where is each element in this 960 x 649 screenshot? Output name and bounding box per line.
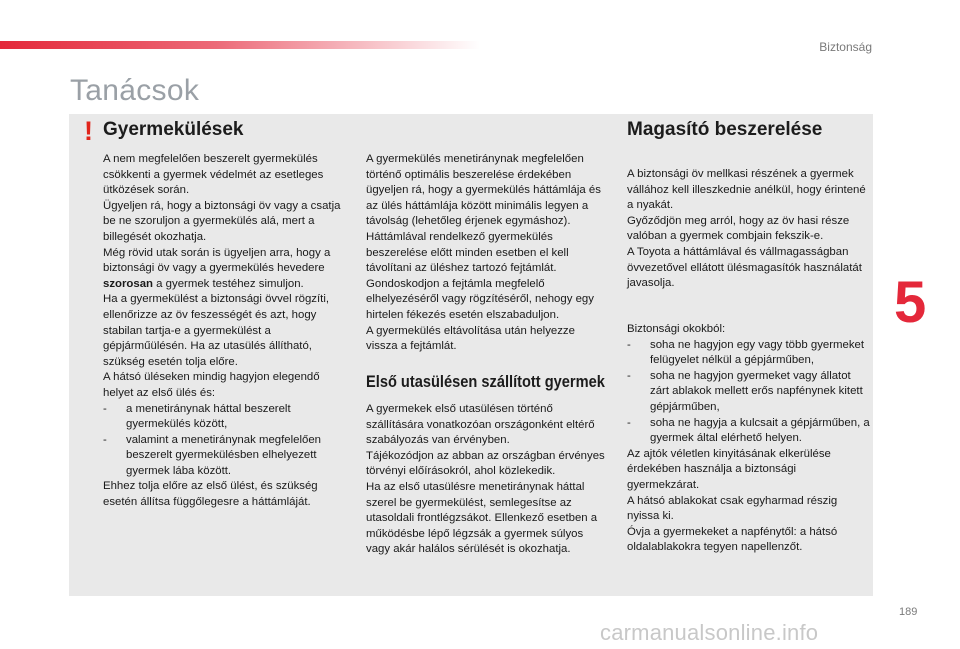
- list-item-text: soha ne hagyjon egy vagy több gyermeket felügyelet nélkül a gépjárműben,: [650, 338, 865, 367]
- dash-bullet: -: [627, 338, 631, 351]
- child-seats-heading: Gyermekülések: [103, 119, 244, 140]
- list-item: [627, 416, 871, 447]
- dash-bullet: -: [103, 402, 107, 415]
- paragraph: [103, 246, 351, 293]
- chapter-color-bar: [0, 41, 480, 49]
- list-item: [103, 433, 351, 480]
- list-item: [103, 402, 351, 433]
- paragraph: Ügyeljen rá, hogy a biztonsági öv vagy a csatja be ne szoruljon a gyermekülés alá, mert a billegését okozhatja.: [103, 199, 341, 243]
- exclamation-icon: !: [84, 116, 93, 146]
- paragraph: A Toyota a háttámlával és vállmagasságban övvezetővel ellátott ülésmagasítók használatát javasolja.: [627, 245, 862, 290]
- paragraph: Az ajtók véletlen kinyitásának elkerülése érdekében használja a biztonsági gyermekzárat.: [627, 447, 831, 491]
- booster-column-1: [627, 167, 871, 292]
- paragraph: A biztonsági öv mellkasi részének a gyermek vállához kell illeszkednie anélkül, hogy érintené a nyakát.: [627, 168, 866, 212]
- section-label: Biztonság: [819, 40, 872, 54]
- paragraph: A hátsó üléseken mindig hagyjon elegendő helyet az első ülés és:: [103, 371, 320, 399]
- paragraph: Óvja a gyermekeket a napfénytől: a hátsó oldalablakokra tegyen napellenzőt.: [627, 525, 838, 554]
- watermark: carmanualsonline.info: [600, 620, 819, 645]
- paragraph: Ha az első utasülésre menetiránynak háttal szerel be gyermekülést, semlegesítse az utasoldali frontlégzsákot. Ellenkező esetben a működésbe lépő légzsák a gyermek súlyos vagy akár halálos sérülését is okozhatja.: [366, 480, 598, 556]
- paragraph: A gyermekülés menetiránynak megfelelően történő optimális beszerelése érdekében ügyeljen rá, hogy a gyermekülés háttámlája és az ülés háttámlája között minimális legyen a távolság (lehetőleg érjenek egymáshoz).: [366, 153, 601, 228]
- page-number: 189: [899, 606, 918, 618]
- paragraph: A hátsó ablakokat csak egyharmad részig nyissa ki.: [627, 494, 838, 523]
- list-item: [627, 369, 871, 416]
- list-item-text: soha ne hagyjon gyermeket vagy állatot zárt ablakok mellett erős napfénynek kitett gépjárműben,: [650, 369, 863, 413]
- paragraph-text: Még rövid utak során is ügyeljen arra, hogy a biztonsági öv vagy a gyermekülés hevedere: [103, 246, 331, 275]
- paragraph: Ehhez tolja előre az első ülést, és szükség esetén állítsa függőlegesre a háttámláját.: [103, 480, 318, 509]
- dash-bullet: -: [627, 416, 631, 429]
- paragraph: A nem megfelelően beszerelt gyermekülés csökkenti a gyermek védelmét az esetleges ütközések során.: [103, 153, 324, 197]
- list-item: [627, 338, 871, 369]
- paragraph-text: a gyermek testéhez simuljon.: [153, 277, 304, 290]
- page-title: Tanácsok: [70, 74, 200, 107]
- booster-heading: Magasító beszerelése: [627, 119, 823, 140]
- dash-bullet: -: [103, 433, 107, 446]
- paragraph: Biztonsági okokból:: [627, 323, 726, 335]
- paragraph: Tájékozódjon az abban az országban érvényes törvényi előírásokról, ahol közlekedik.: [366, 449, 605, 478]
- paragraph: Gondoskodjon a fejtámla megfelelő elhelyezéséről vagy rögzítéséről, nehogy egy hirtelen fékezés esetén elszabaduljon.: [366, 277, 594, 321]
- paragraph: Győződjön meg arról, hogy az öv hasi része valóban a gyermek combjain fekszik-e.: [627, 214, 850, 243]
- list-item-text: soha ne hagyja a kulcsait a gépjárműben, a gyermek által elérhető helyen.: [650, 416, 870, 445]
- chapter-number: 5: [894, 270, 927, 335]
- dash-bullet: -: [627, 369, 631, 382]
- emphasis-text: szorosan: [103, 277, 154, 290]
- paragraph: A gyermekek első utasülésen történő szállítására vonatkozóan országonként eltérő szabályozás van érvényben.: [366, 403, 595, 447]
- paragraph: A gyermekülés eltávolítása után helyezze vissza a fejtámlát.: [366, 324, 575, 353]
- front-seat-heading: Első utasülésen szállított gyermek: [366, 372, 605, 391]
- child-seats-column-2: [366, 152, 606, 355]
- paragraph: Háttámlával rendelkező gyermekülés beszerelése előtt minden esetben el kell távolítani az üléshez tartozó fejtámlát.: [366, 230, 569, 275]
- child-seats-column-1: [103, 152, 351, 511]
- booster-column-2: [627, 322, 871, 556]
- list-item-text: valamint a menetiránynak megfelelően beszerelt gyermekülésben elhelyezett gyermek lába között.: [126, 433, 322, 477]
- list-item-text: a menetiránynak háttal beszerelt gyermekülés között,: [126, 402, 291, 431]
- paragraph: Ha a gyermekülést a biztonsági övvel rögzíti, ellenőrizze az öv feszességét és azt, hogy stabilan tartja-e a gyermekülést a gépjárműülésén. Ha az utasülés állítható, szükség esetén tolja előre.: [103, 293, 330, 368]
- front-seat-column: [366, 402, 606, 558]
